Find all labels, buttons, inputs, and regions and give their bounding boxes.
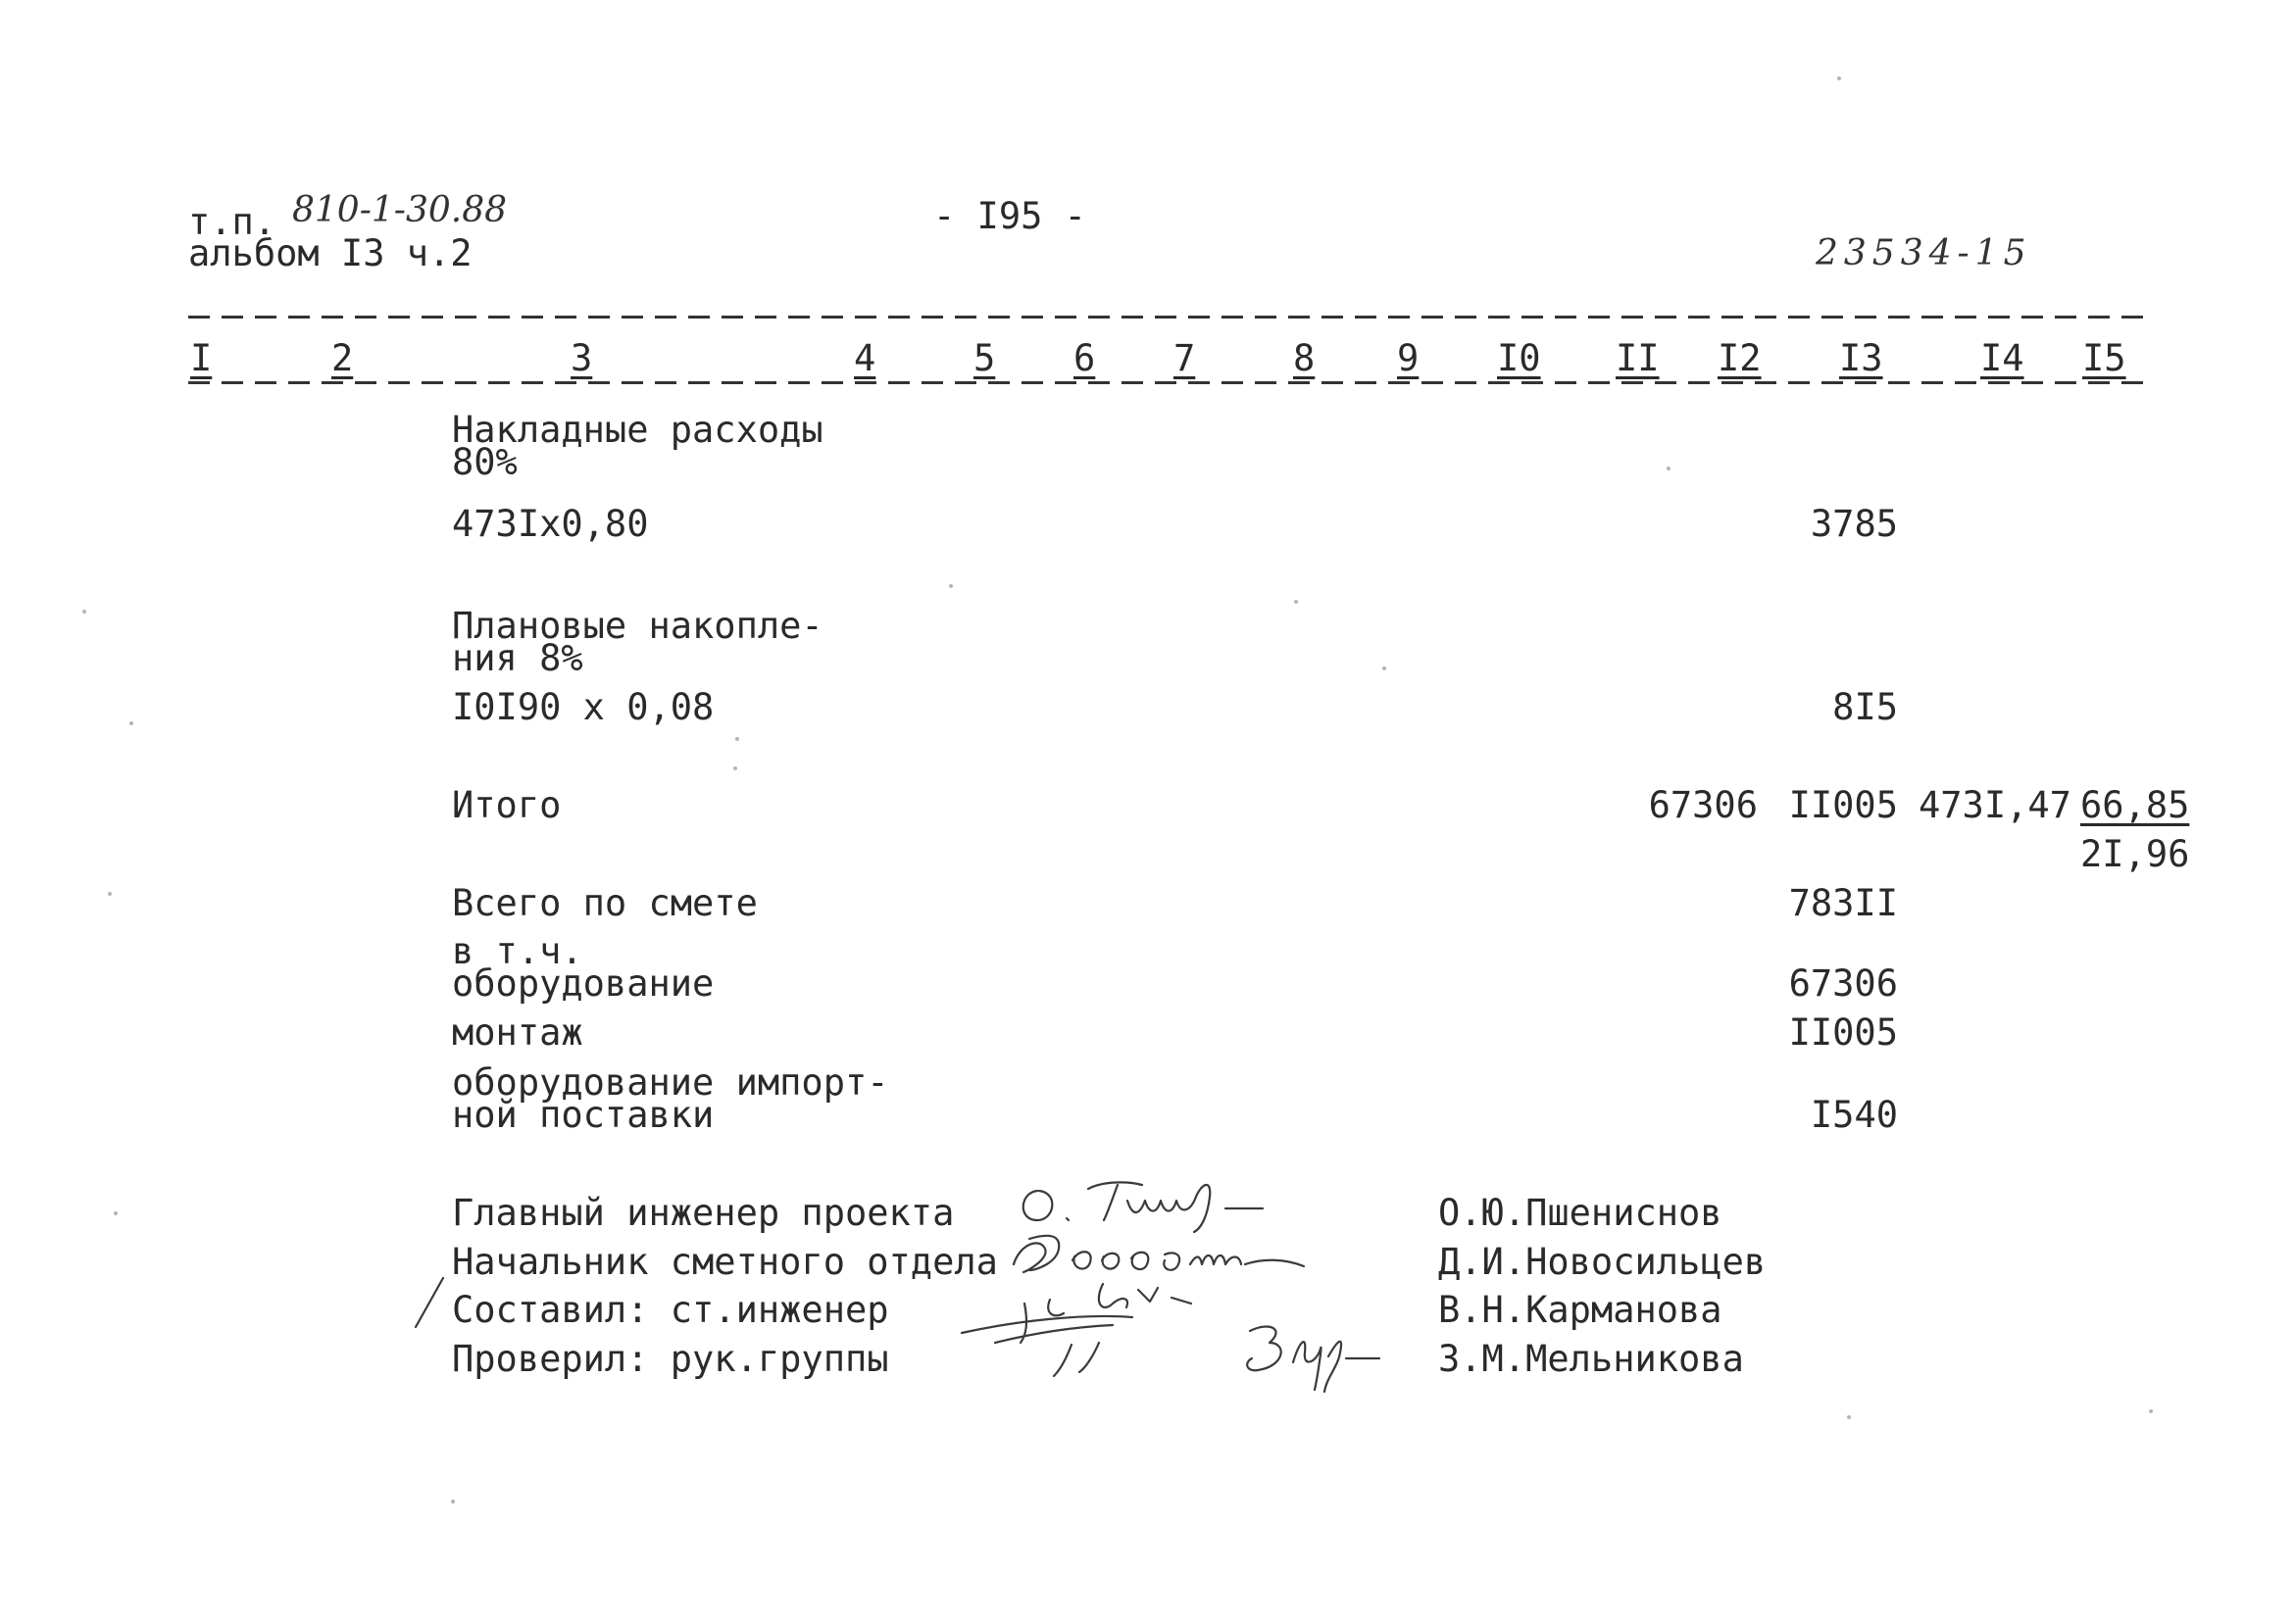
handwritten-signature: [956, 1274, 1250, 1382]
column-number: I3: [1839, 337, 1883, 379]
equipment-label: оборудование: [452, 962, 715, 1005]
overhead-rate: 80%: [452, 441, 518, 483]
signature-role: Составил: ст.инженер: [452, 1289, 889, 1331]
column-number: 5: [973, 337, 996, 379]
column-number: II: [1616, 337, 1660, 379]
scan-speck: [1294, 600, 1298, 604]
scan-speck: [1667, 467, 1671, 470]
scan-speck: [451, 1500, 455, 1503]
overhead-label: Накладные расходы: [452, 409, 823, 451]
itogo-col13: II005: [1788, 784, 1898, 826]
scan-speck: [82, 610, 86, 614]
equipment-col13: 67306: [1788, 962, 1898, 1005]
signature-name: О.Ю.Пшениснов: [1438, 1192, 1722, 1234]
including-label: в т.ч.: [452, 930, 583, 972]
import-equipment-col13: I540: [1810, 1094, 1898, 1136]
savings-rate: ния 8%: [452, 637, 583, 679]
column-number: I0: [1497, 337, 1541, 379]
column-number: I: [190, 337, 213, 379]
import-equipment-label-cont: ной поставки: [452, 1094, 715, 1136]
signature-role: Проверил: рук.группы: [452, 1338, 889, 1380]
header-rule-top: [188, 316, 2147, 319]
total-label: Всего по смете: [452, 882, 758, 924]
overhead-calc: 473Ix0,80: [452, 503, 649, 545]
itogo-col12: 67306: [1648, 784, 1758, 826]
total-col13: 783II: [1788, 882, 1898, 924]
scan-speck: [1847, 1415, 1851, 1419]
scan-speck: [108, 892, 112, 896]
import-equipment-label: оборудование импорт-: [452, 1061, 889, 1104]
column-number: 6: [1073, 337, 1096, 379]
header-rule-bottom: [188, 381, 2147, 384]
column-number: I2: [1718, 337, 1762, 379]
scan-speck: [733, 766, 737, 770]
album-label: альбом I3 ч.2: [188, 232, 473, 274]
signature-name: З.М.Мельникова: [1438, 1338, 1744, 1380]
column-number: 3: [571, 337, 593, 379]
document-code: 23534-15: [1816, 233, 2032, 273]
overhead-col13: 3785: [1810, 503, 1898, 545]
scan-speck: [1382, 666, 1386, 670]
itogo-label: Итого: [452, 784, 562, 826]
column-number: I5: [2082, 337, 2126, 379]
column-number: 9: [1397, 337, 1420, 379]
signature-role: Главный инженер проекта: [452, 1192, 955, 1234]
itogo-col15-bottom: 2I,96: [2080, 833, 2190, 875]
page-number: - I95 -: [933, 195, 1086, 237]
signature-name: Д.И.Новосильцев: [1438, 1241, 1767, 1283]
tp-number: 810-1-30.88: [292, 190, 508, 230]
column-number: I4: [1980, 337, 2024, 379]
scan-speck: [114, 1211, 118, 1215]
column-number: 2: [331, 337, 354, 379]
scan-speck: [735, 737, 739, 741]
savings-col13: 8I5: [1832, 686, 1898, 728]
installation-label: монтаж: [452, 1011, 583, 1054]
savings-label: Плановые накопле-: [452, 605, 823, 647]
scan-speck: [2149, 1409, 2153, 1413]
check-mark-icon: [410, 1274, 449, 1333]
itogo-col15-top: 66,85: [2080, 784, 2190, 826]
scan-speck: [1837, 76, 1841, 80]
tp-prefix: т.п.: [188, 201, 276, 243]
column-number: 7: [1173, 337, 1196, 379]
itogo-col14: 473I,47: [1919, 784, 2071, 826]
installation-col13: II005: [1788, 1011, 1898, 1054]
savings-calc: I0I90 x 0,08: [452, 686, 715, 728]
column-number: 8: [1293, 337, 1316, 379]
scan-speck: [129, 721, 133, 725]
handwritten-signature: [1230, 1313, 1387, 1402]
signature-role: Начальник сметного отдела: [452, 1241, 998, 1283]
scan-speck: [949, 584, 953, 588]
signature-name: В.Н.Карманова: [1438, 1289, 1722, 1331]
column-number: 4: [854, 337, 876, 379]
